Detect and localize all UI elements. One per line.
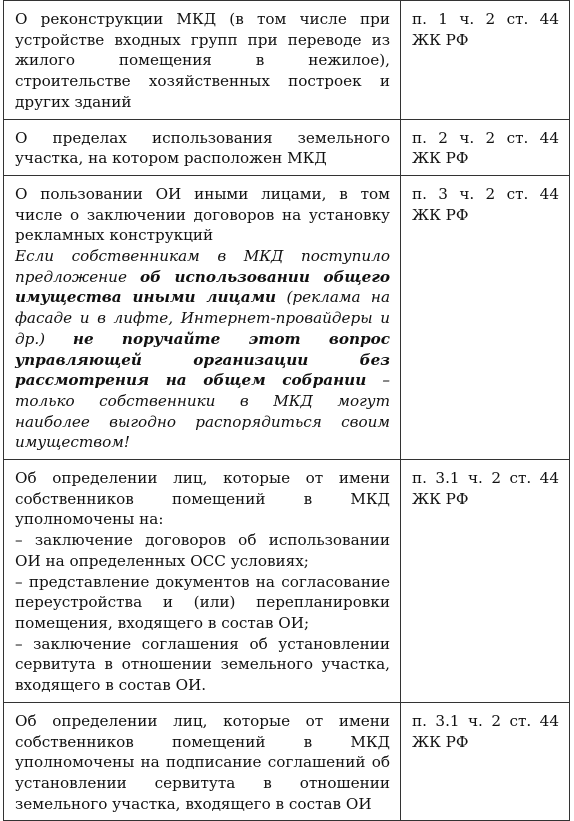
reference-cell (401, 702, 570, 821)
topic-cell (4, 119, 401, 175)
table-row (4, 460, 570, 703)
note-emphasis: об использовании общего имущества иными лицами (15, 267, 390, 307)
topic-text: Об определении лиц, которые от имени собственников помещений в МКД уполномочены на: (15, 469, 390, 529)
topic-text: О пользовании ОИ иными лицами, в том числе о заключении договоров на установку рекламных конструкций (15, 184, 390, 245)
reference-text: п. 1 ч. 2 ст. 44 ЖК РФ (412, 10, 559, 49)
table-row (4, 1, 570, 120)
reference-text: п. 3.1 ч. 2 ст. 44 ЖК РФ (412, 469, 559, 508)
table-row (4, 702, 570, 821)
table-row (4, 119, 570, 175)
topic-cell (4, 175, 401, 459)
reference-text: п. 2 ч. 2 ст. 44 ЖК РФ (412, 128, 559, 168)
list-item: – заключение договоров об использовании ОИ на определенных ОСС условиях; (15, 531, 390, 570)
table-row (4, 175, 570, 459)
topic-text: О пределах использования земельного участка, на котором расположен МКД (15, 128, 390, 168)
reference-text: п. 3.1 ч. 2 ст. 44 ЖК РФ (412, 711, 559, 751)
list-item: – заключение соглашения об установлении сервитута в отношении земельного участка, входящего в состав ОИ. (15, 634, 390, 695)
topic-text: О реконструкции МКД (в том числе при устройстве входных групп при переводе из жилого помещения в нежилое), строительстве хозяйственных построек и других зданий (15, 10, 390, 111)
list-item: – представление документов на согласование переустройства и (или) перепланировки помещения, входящего в состав ОИ; (15, 572, 390, 632)
law-reference-table (3, 0, 570, 821)
recommendation-note: Если собственникам в МКД поступило предложение об использовании общего имущества иными лицами (реклама на фасаде и в лифте, Интернет-провайдеры и др.) не поручайте этот вопрос управляющей организации без рассмотрения на общем собрании – только собственники в МКД могут наиболее выгодно распорядиться своим имуществом! (15, 247, 391, 452)
note-emphasis: не поручайте этот вопрос управляющей организации без рассмотрения на общем собрании (15, 329, 390, 390)
topic-text: Об определении лиц, которые от имени собственников помещений в МКД уполномочены на подписание соглашений об установлении сервитута в отношении земельного участка, входящего в состав ОИ (15, 711, 390, 813)
reference-cell (401, 460, 570, 703)
topic-cell (4, 702, 401, 821)
reference-cell (401, 175, 570, 459)
topic-cell (4, 460, 401, 703)
reference-cell (401, 119, 570, 175)
topic-cell (4, 1, 401, 120)
reference-cell (401, 1, 570, 120)
reference-text: п. 3 ч. 2 ст. 44 ЖК РФ (412, 184, 559, 224)
